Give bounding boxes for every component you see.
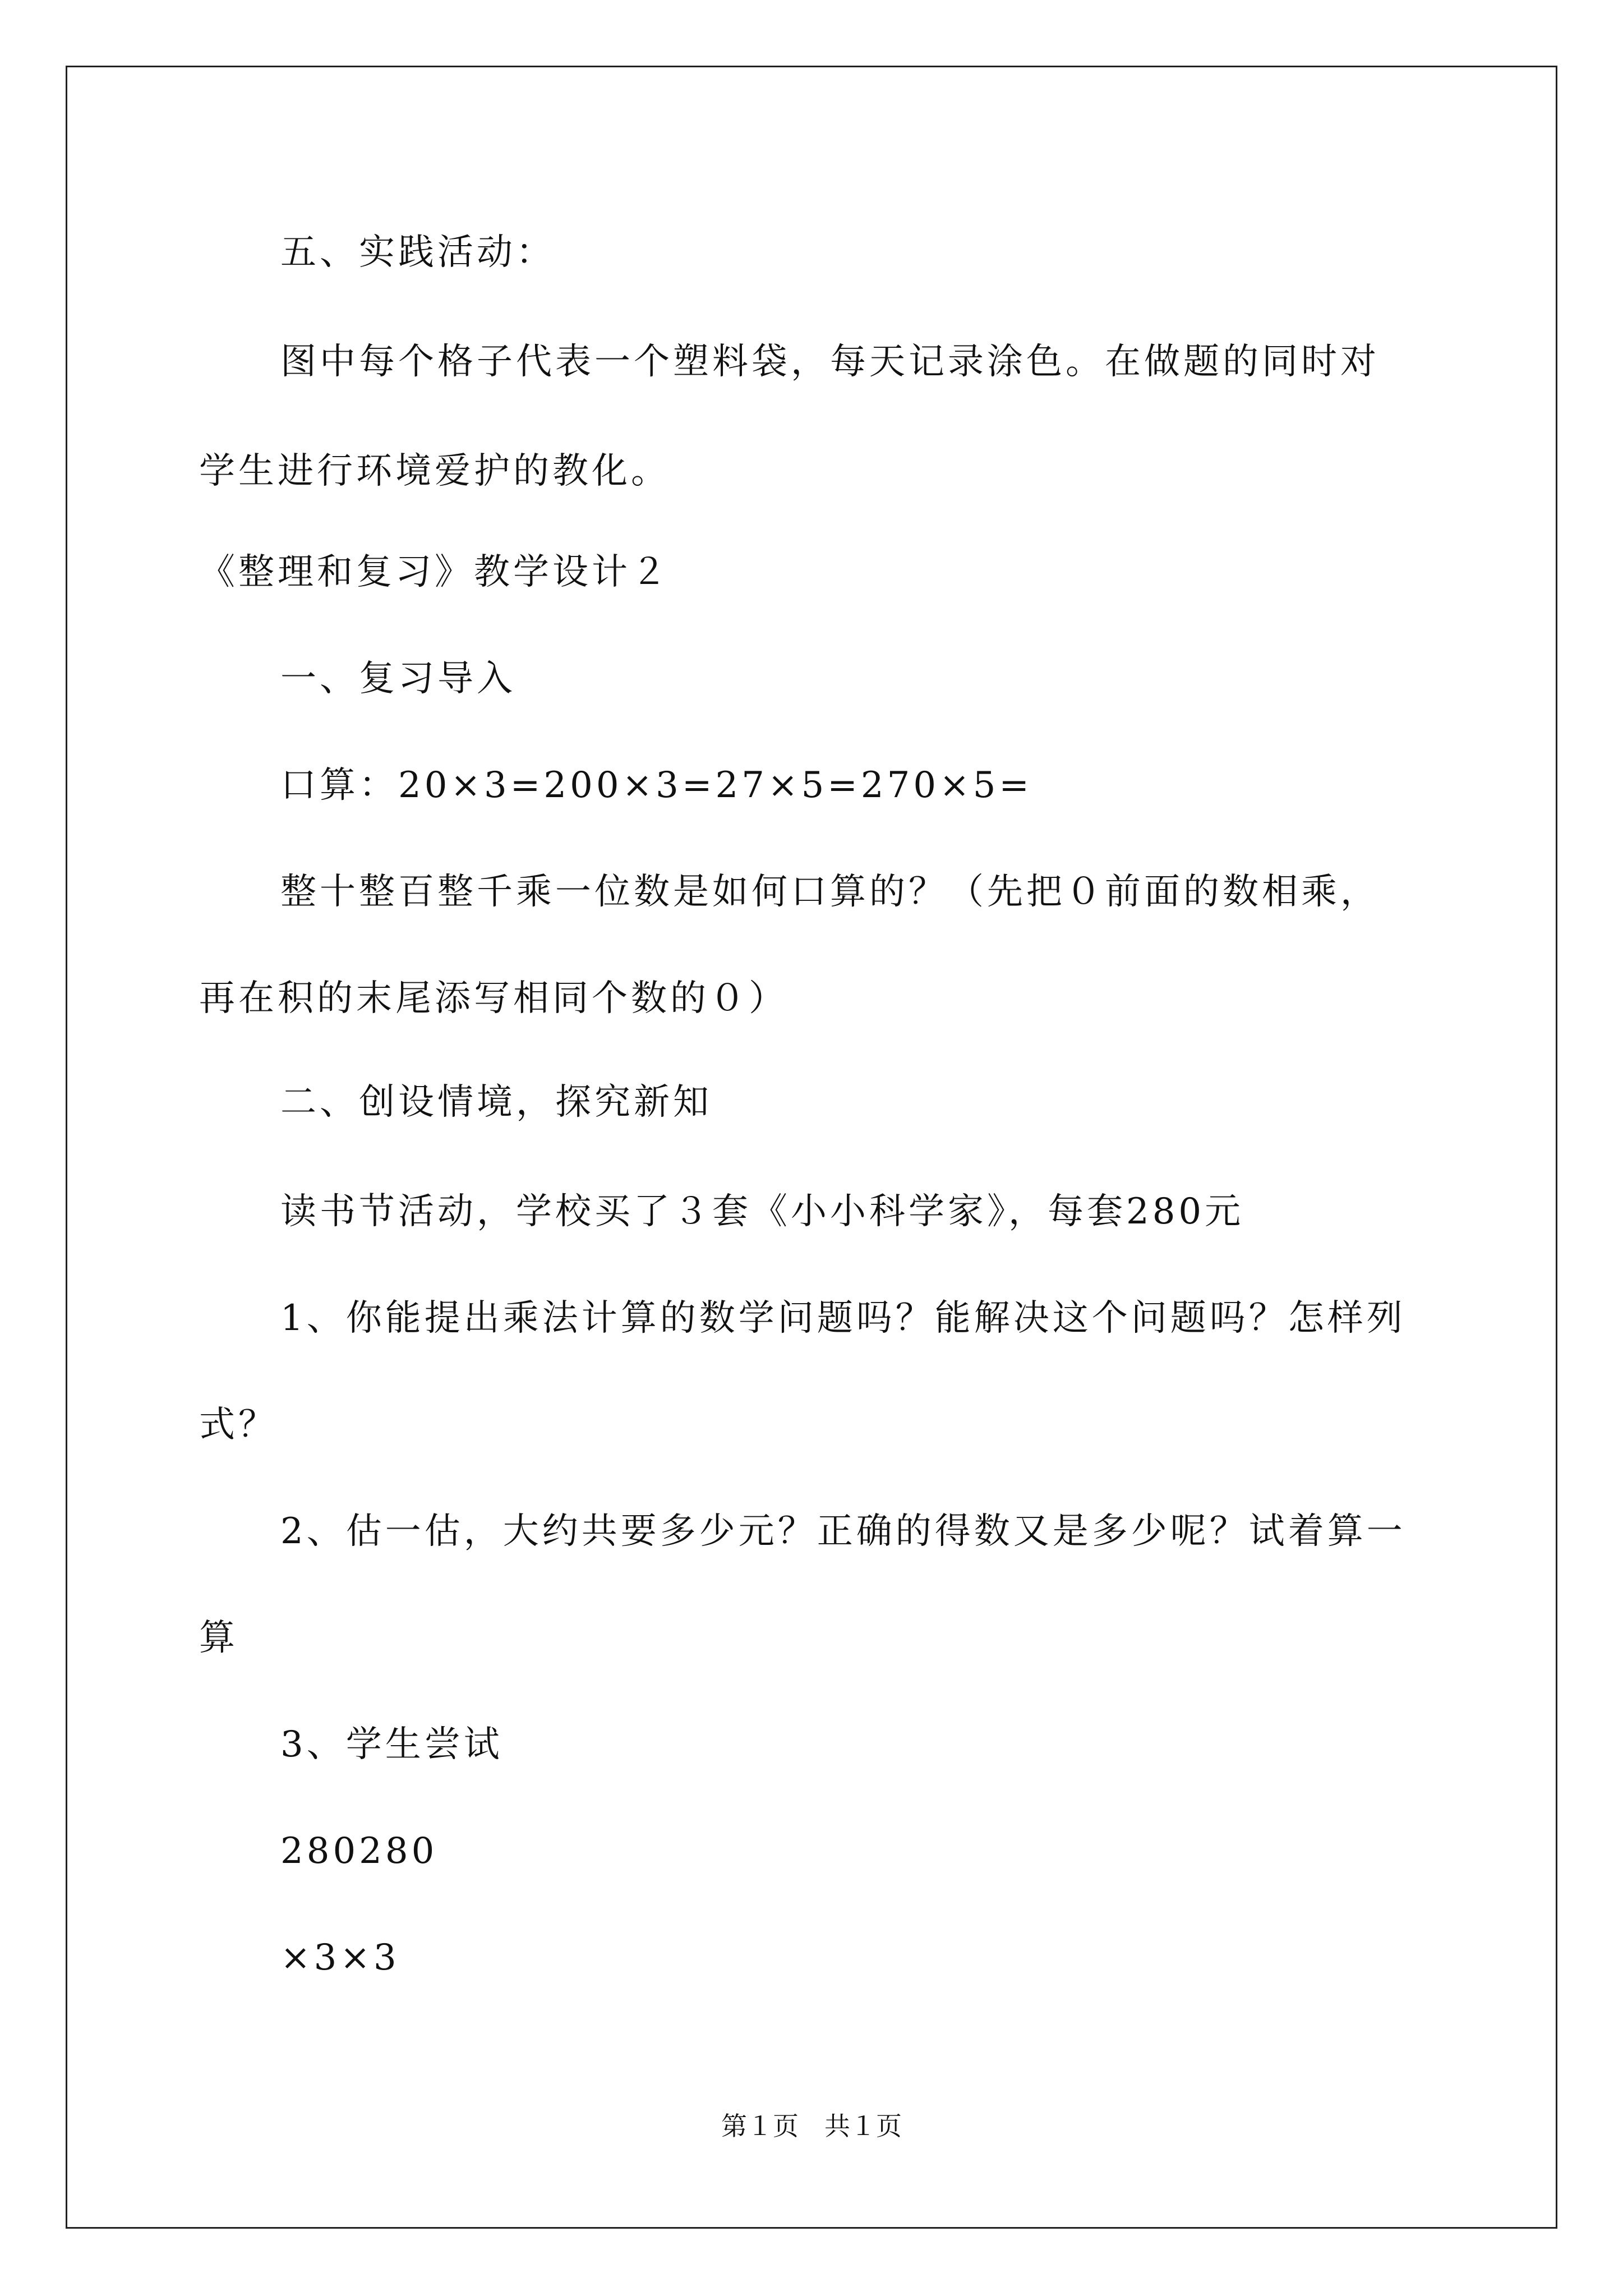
section-title: 《整理和复习》教学设计２ (199, 551, 670, 593)
paragraph-line: 读书节活动，学校买了３套《小小科学家》，每套280元 (280, 1191, 1244, 1232)
heading-review-intro: 一、复习导入 (280, 658, 516, 700)
paragraph-line: 再在积的末尾添写相同个数的０） (199, 978, 788, 1019)
paragraph-line: 280280 (280, 1830, 438, 1872)
page-footer: 第１页 共１页 (721, 2111, 902, 2141)
paragraph-line: 2、估一估，大约共要多少元？正确的得数又是多少呢？试着算一 (280, 1511, 1406, 1552)
paragraph-line: 3、学生尝试 (280, 1724, 503, 1765)
paragraph-line: 整十整百整千乘一位数是如何口算的？（先把０前面的数相乘， (280, 871, 1380, 913)
paragraph-line: 图中每个格子代表一个塑料袋，每天记录涂色。在做题的同时对 (280, 341, 1380, 383)
paragraph-line: 口算：20×3=200×3=27×5=270×5= (280, 765, 1033, 806)
paragraph-line: 算 (199, 1617, 238, 1659)
page-border (66, 66, 1557, 2229)
paragraph-line: 学生进行环境爱护的教化。 (199, 450, 670, 492)
paragraph-line: 1、你能提出乘法计算的数学问题吗？能解决这个问题吗？怎样列 (280, 1297, 1406, 1339)
paragraph-line: ×3×3 (280, 1937, 400, 1978)
heading-practice-activity: 五、实践活动： (280, 232, 555, 273)
heading-create-situation: 二、创设情境，探究新知 (280, 1082, 712, 1123)
paragraph-line: 式？ (199, 1404, 278, 1446)
